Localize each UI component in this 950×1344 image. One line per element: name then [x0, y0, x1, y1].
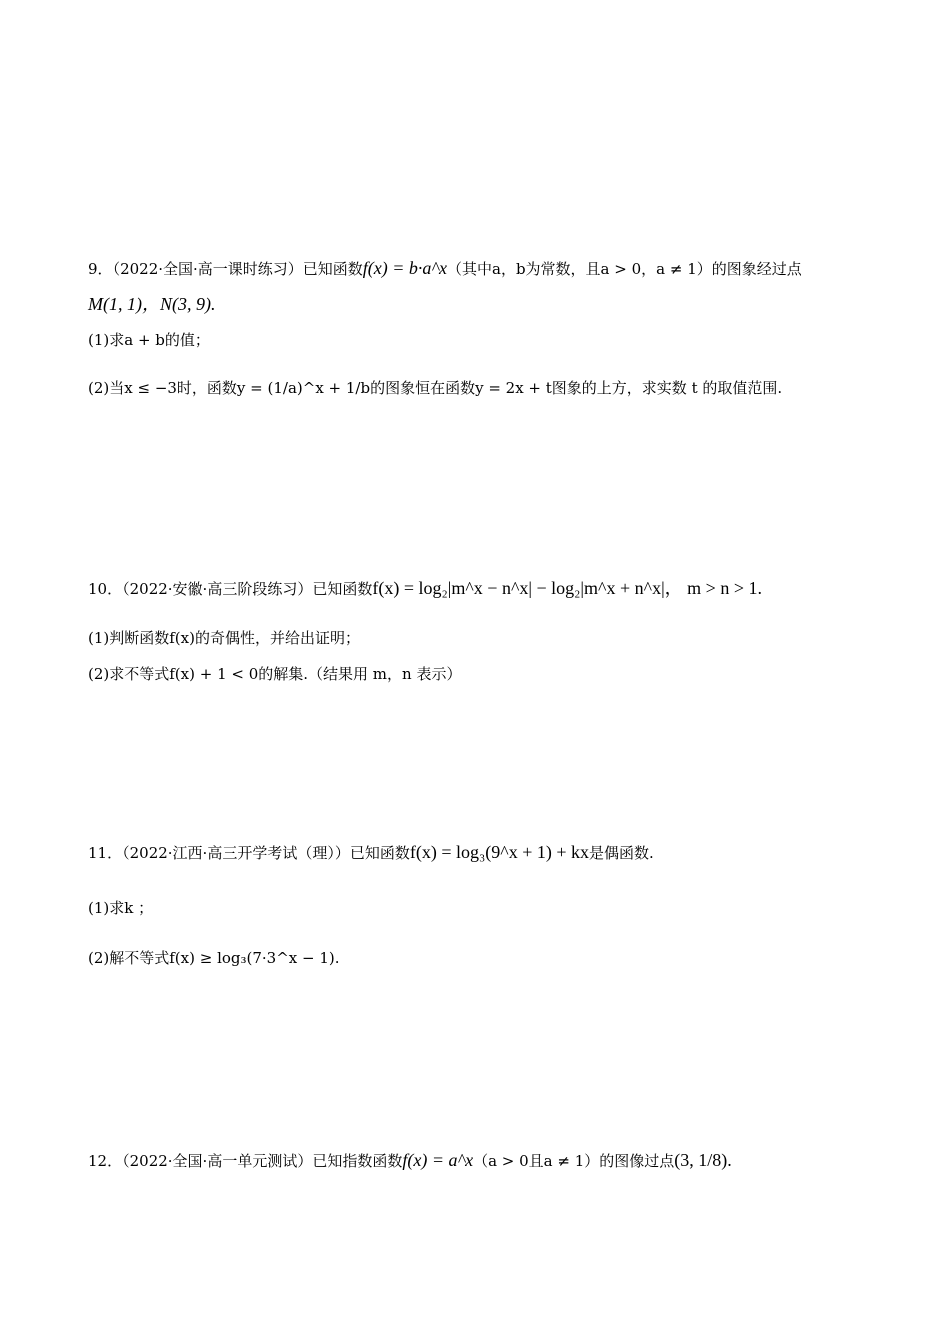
problem-12-formula: f(x) = a^x	[402, 1150, 474, 1170]
problem-11-stem: 11．（2022·江西·高三开学考试（理））已知函数f(x) = log₃(9^x + 1) + kx是偶函数.	[88, 842, 654, 862]
part-text: 求a + b的值；	[109, 331, 210, 349]
problem-9-stem: 9．（2022·全国·高一课时练习）已知函数f(x) = b·a^x（其中a，b为常数，且a > 0，a ≠ 1）的图象经过点	[88, 258, 802, 278]
problem-12-stem: 12．（2022·全国·高一单元测试）已知指数函数f(x) = a^x（a > 0且a ≠ 1）的图像过点(3, 1/8).	[88, 1150, 732, 1170]
problem-11-part-1	[88, 898, 153, 918]
problem-10-part-2	[88, 664, 461, 684]
part-text: 求k ；	[109, 899, 154, 917]
problem-10-intro: 已知函数	[312, 580, 373, 598]
problem-9-source: （2022·全国·高一课时练习）	[112, 260, 303, 278]
problem-11-suffix: 是偶函数.	[589, 844, 654, 862]
part-text: 解不等式f(x) ≥ log₃(7·3^x − 1).	[109, 949, 340, 967]
problem-9-part-2	[88, 378, 782, 398]
problem-11-part-2	[88, 948, 340, 968]
part-label: (2)	[88, 665, 110, 683]
part-label: (2)	[88, 379, 110, 397]
problem-10-stem: 10．（2022·安徽·高三阶段练习）已知函数f(x) = log₂|m^x − n^x| − log₂|m^x + n^x|， m > n > 1.	[88, 578, 762, 598]
problem-11-formula: f(x) = log₃(9^x + 1) + kx	[409, 842, 589, 862]
problem-10-formula: f(x) = log₂|m^x − n^x| − log₂|m^x + n^x|， m > n > 1.	[372, 578, 762, 598]
part-text: 当x ≤ −3时，函数y = (1/a)^x + 1/b的图象恒在函数y = 2x + t图象的上方，求实数 t 的取值范围.	[109, 379, 783, 397]
part-text: 求不等式f(x) + 1 < 0的解集.（结果用 m，n 表示）	[109, 665, 462, 683]
problem-10-source: （2022·安徽·高三阶段练习）	[122, 580, 313, 598]
problem-12-condition: （a > 0且a ≠ 1）的图像过点	[473, 1152, 675, 1170]
part-label: (1)	[88, 331, 110, 349]
problem-9-number: 9	[88, 260, 98, 278]
problem-11-source: （2022·江西·高三开学考试（理））	[122, 844, 350, 862]
problem-9-part-1	[88, 330, 210, 350]
part-label: (1)	[88, 899, 110, 917]
problem-9-formula: f(x) = b·a^x	[362, 258, 448, 278]
problem-12-intro: 已知指数函数	[312, 1152, 403, 1170]
problem-11-number: 11	[88, 844, 108, 862]
problem-10-part-1	[88, 628, 360, 648]
problem-9-points: M(1, 1)，N(3, 9).	[88, 294, 216, 314]
part-text: 判断函数f(x)的奇偶性，并给出证明；	[109, 629, 360, 647]
problem-10-number: 10	[88, 580, 108, 598]
problem-12-point: (3, 1/8).	[674, 1150, 732, 1170]
problem-12-number: 12	[88, 1152, 108, 1170]
problem-9-points-line	[88, 294, 215, 315]
problem-9-intro: 已知函数	[302, 260, 363, 278]
part-label: (2)	[88, 949, 110, 967]
problem-12-source: （2022·全国·高一单元测试）	[122, 1152, 313, 1170]
problem-11-intro: 已知函数	[349, 844, 410, 862]
problem-9-condition: （其中a，b为常数，且a > 0，a ≠ 1）的图象经过点	[447, 260, 802, 278]
part-label: (1)	[88, 629, 110, 647]
